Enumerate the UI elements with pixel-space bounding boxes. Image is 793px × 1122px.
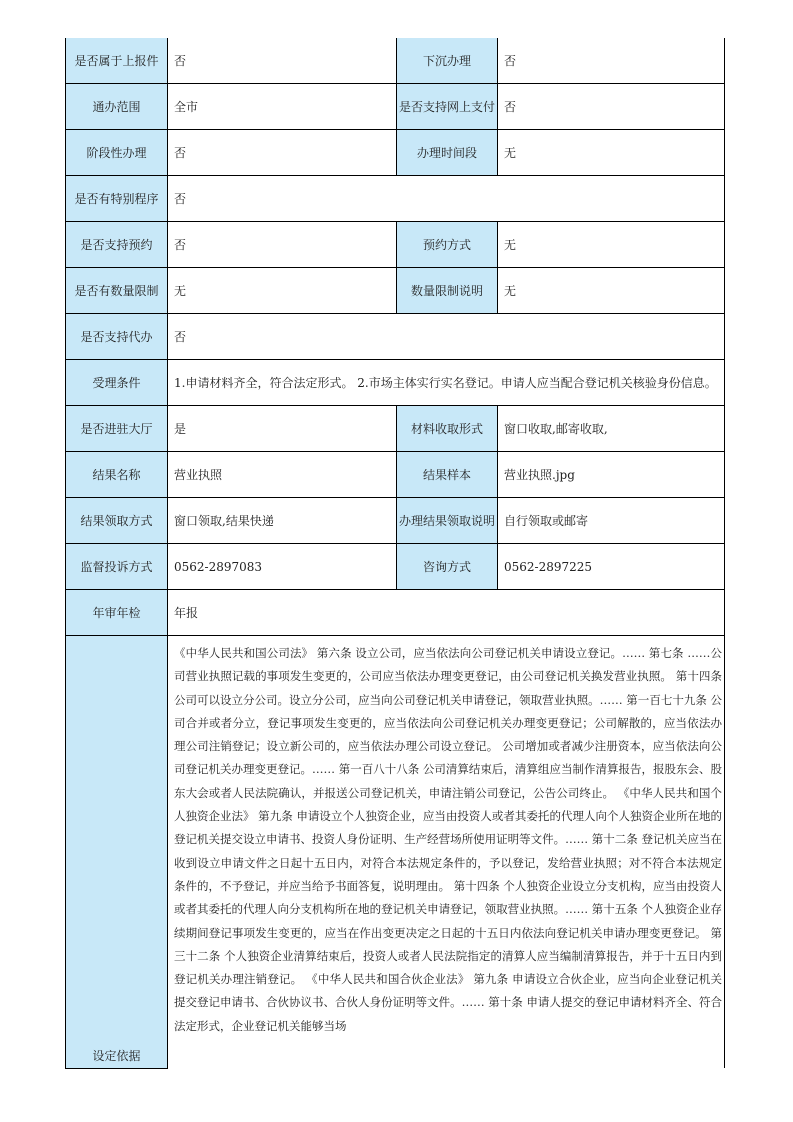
field-value: 无 [168,268,397,314]
field-value: 窗口领取,结果快递 [168,498,397,544]
field-value: 年报 [168,590,725,636]
table-row [66,406,725,452]
field-value: 否 [498,84,725,130]
field-label: 年审年检 [66,590,168,636]
field-label: 结果领取方式 [66,498,168,544]
table-row-basis [66,636,725,1069]
field-label: 监督投诉方式 [66,544,168,590]
table-row [66,452,725,498]
field-label: 数量限制说明 [397,268,498,314]
basis-label: 设定依据 [66,636,168,1069]
basis-cell [168,636,725,1069]
field-value: 窗口收取,邮寄收取, [498,406,725,452]
field-value: 否 [168,176,725,222]
table-row [66,268,725,314]
service-info-table [65,38,725,1069]
field-value: 无 [498,130,725,176]
table-row [66,176,725,222]
field-value: 是 [168,406,397,452]
field-label: 通办范围 [66,84,168,130]
field-label: 办理结果领取说明 [397,498,498,544]
field-value: 全市 [168,84,397,130]
basis-text: 《中华人民共和国公司法》 第六条 设立公司，应当依法向公司登记机关申请设立登记。…… 第七条 ……公司营业执照记载的事项发生变更的，公司应当依法办理变更登记，由公司登记机关换发营业执照。 第十四条 公司可以设立分公司。设立分公司，应当向公司登记机关申请登记，领取营业执照。…… 第一百七十九条 公司合并或者分立，登记事项发生变更的，应当依法向公司登记机关办理变更登记；公司解散的，应当依法办理公司注销登记；设立新公司的，应当依法办理公司设立登记。 公司增加或者减少注册资本，应当依法向公司登记机关办理变更登记。…… 第一百八十八条 公司清算结束后，清算组应当制作清算报告，报股东会、股东大会或者人民法院确认，并报送公司登记机关，申请注销公司登记，公告公司终止。 《中华人民共和国个人独资企业法》 第九条 申请设立个人独资企业，应当由投资人或者其委托的代理人向个人独资企业所在地的登记机关提交设立申请书、投资人身份证明、生产经营场所使用证明等文件。…… 第十二条 登记机关应当在收到设立申请文件之日起十五日内，对符合本法规定条件的，予以登记，发给营业执照；对不符合本法规定条件的，不予登记，并应当给予书面答复，说明理由。 第十四条 个人独资企业设立分支机构，应当由投资人或者其委托的代理人向分支机构所在地的登记机关申请登记，领取营业执照。…… 第十五条 个人独资企业存续期间登记事项发生变更的，应当在作出变更决定之日起的十五日内依法向登记机关申请办理变更登记。 第三十二条 个人独资企业清算结束后，投资人或者人民法院指定的清算人应当编制清算报告，并于十五日内到登记机关办理注销登记。 《中华人民共和国合伙企业法》 第九条 申请设立合伙企业，应当向企业登记机关提交登记申请书、合伙协议书、合伙人身份证明等文件。…… 第十条 申请人提交的登记申请材料齐全、符合法定形式，企业登记机关能够当场 [174,646,722,1033]
field-value: 否 [168,38,397,84]
table-row [66,360,725,406]
field-value: 无 [498,268,725,314]
field-label: 预约方式 [397,222,498,268]
field-label: 材料收取形式 [397,406,498,452]
field-value: 营业执照.jpg [498,452,725,498]
field-value: 无 [498,222,725,268]
field-label: 是否支持网上支付 [397,84,498,130]
table-row [66,590,725,636]
table-row [66,314,725,360]
field-value: 0562-2897083 [168,544,397,590]
field-label: 是否有数量限制 [66,268,168,314]
field-value: 0562-2897225 [498,544,725,590]
field-value: 否 [168,130,397,176]
field-label: 是否支持代办 [66,314,168,360]
field-label: 受理条件 [66,360,168,406]
table-row [66,130,725,176]
field-label: 是否属于上报件 [66,38,168,84]
field-label: 结果样本 [397,452,498,498]
field-label: 咨询方式 [397,544,498,590]
table-row [66,38,725,84]
table-row [66,84,725,130]
field-label: 是否有特别程序 [66,176,168,222]
field-label: 结果名称 [66,452,168,498]
field-value: 1.申请材料齐全，符合法定形式。 2.市场主体实行实名登记。申请人应当配合登记机关核验身份信息。 [168,360,725,406]
field-label: 是否进驻大厅 [66,406,168,452]
field-value: 营业执照 [168,452,397,498]
field-value: 否 [168,222,397,268]
field-label: 是否支持预约 [66,222,168,268]
field-value: 否 [168,314,725,360]
field-label: 下沉办理 [397,38,498,84]
field-label: 阶段性办理 [66,130,168,176]
field-label: 办理时间段 [397,130,498,176]
table-row [66,498,725,544]
table-row [66,544,725,590]
field-value: 否 [498,38,725,84]
table-row [66,222,725,268]
field-value: 自行领取或邮寄 [498,498,725,544]
